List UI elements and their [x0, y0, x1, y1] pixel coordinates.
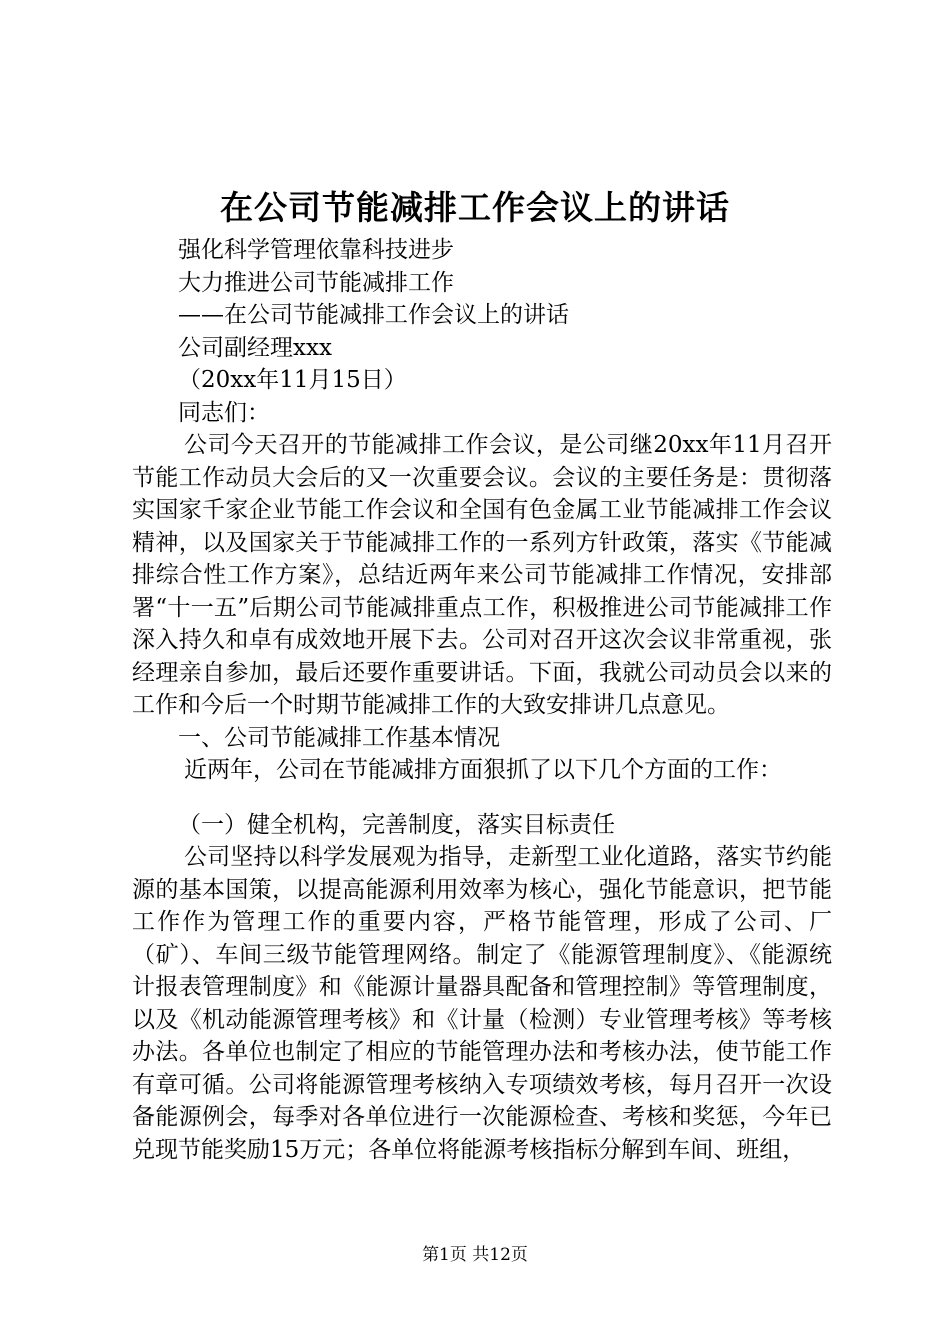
paragraph-spacer	[132, 787, 832, 809]
document-title: 在公司节能减排工作会议上的讲话	[220, 188, 730, 227]
subtitle-line-1: 强化科学管理依靠科技进步	[178, 237, 454, 263]
salutation-line: 同志们：	[178, 399, 270, 426]
paragraph-organization: 公司坚持以科学发展观为指导，走新型工业化道路，落实节约能源的基本国策，以提高能源利用效率为核心，强化节能意识，把节能工作作为管理工作的重要内容，严格节能管理，形成了公司、厂（矿）、车间三级节能管理网络。制定了《能源管理制度》、《能源统计报表管理制度》和《能源计量器具配备和管理控制》等管理制度，以及《机动能源管理考核》和《计量（检测）专业管理考核》等考核办法。各单位也制定了相应的节能管理办法和考核办法，使节能工作有章可循。公司将能源管理考核纳入专项绩效考核，每月召开一次设备能源例会，每季对各单位进行一次能源检查、考核和奖惩，今年已兑现节能奖励15万元；各单位将能源考核指标分解到车间、班组，	[132, 844, 832, 1163]
date-line: （20xx年11月15日）	[178, 367, 407, 393]
section-heading-1: 一、公司节能减排工作基本情况	[178, 724, 500, 751]
subtitle-line-2: 大力推进公司节能减排工作	[178, 269, 454, 296]
document-body	[132, 234, 832, 1166]
subsection-heading-1: （一）健全机构，完善制度，落实目标责任	[178, 811, 615, 838]
paragraph-intro: 公司今天召开的节能减排工作会议，是公司继20xx年11月召开节能工作动员大会后的又一次重要会议。会议的主要任务是：贯彻落实国家千家企业节能工作会议和全国有色金属工业节能减排工作会议精神，以及国家关于节能减排工作的一系列方针政策，落实《节能减排综合性工作方案》，总结近两年来公司节能减排工作情况，安排部署“十一五”后期公司节能减排重点工作，积极推进公司节能减排工作深入持久和卓有成效地开展下去。公司对召开这次会议非常重视，张经理亲自参加，最后还要作重要讲话。下面，我就公司动员会以来的工作和今后一个时期节能减排工作的大致安排讲几点意见。	[132, 432, 832, 718]
speaker-line: 公司副经理xxx	[178, 334, 332, 361]
paragraph-overview: 近两年，公司在节能减排方面狠抓了以下几个方面的工作：	[184, 757, 782, 783]
subtitle-line-3: ——在公司节能减排工作会议上的讲话	[178, 302, 569, 328]
page-footer: 第1页 共12页	[422, 1245, 528, 1265]
